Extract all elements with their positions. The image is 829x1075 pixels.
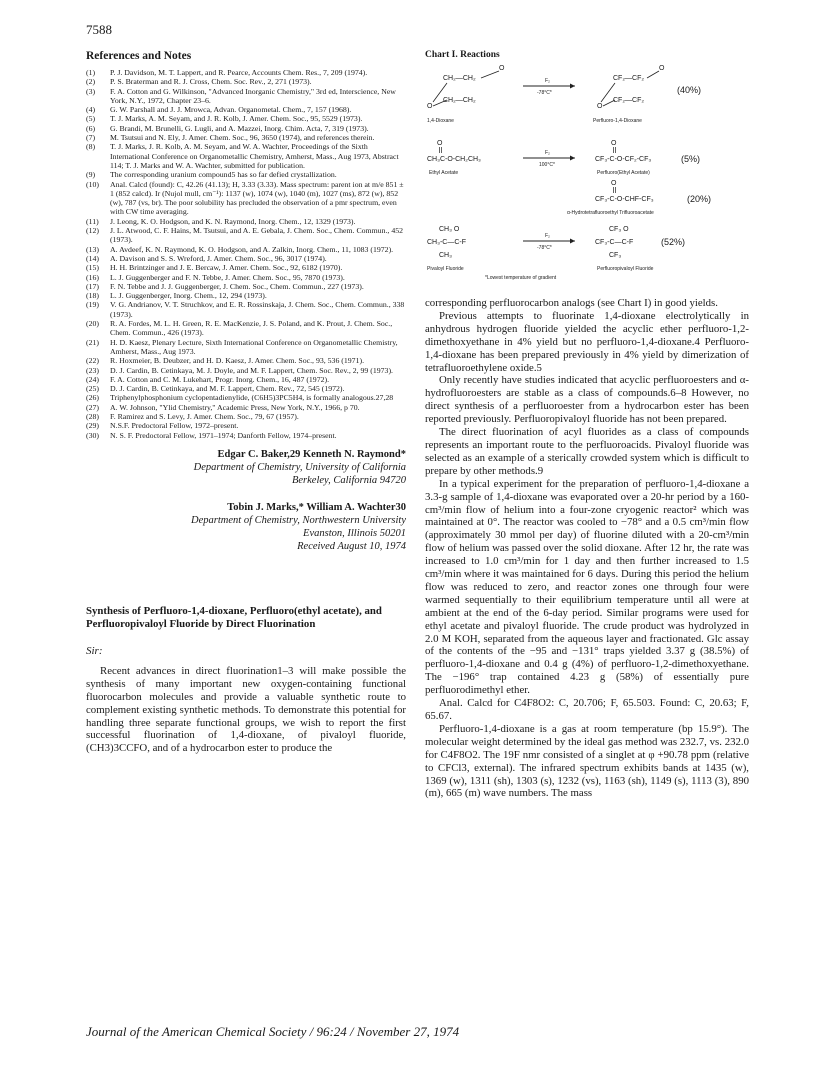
- references-list: [86, 68, 406, 440]
- product-bottom: CF₂—CF₂: [613, 97, 645, 104]
- reactant-top: CH₂—CH₂: [443, 75, 476, 82]
- reference-number: (23): [86, 365, 99, 375]
- reference-text: J. L. Atwood, C. F. Hains, M. Tsutsui, and A. E. Gebala, J. Chem. Soc., Chem. Commun., 452 (1973).: [110, 226, 404, 245]
- reference-number: (16): [86, 272, 99, 282]
- reactant-name: Pivaloyl Fluoride: [427, 266, 464, 272]
- reagent: F₂: [545, 78, 550, 84]
- body-paragraph: Previous attempts to fluorinate 1,4-dioxane electrolytically in anhydrous hydrogen fluoride yielded the acyclic ether perfluoro-1,2-dimethoxyethane in 4% yield but no perfluoro-1,4-dioxane.4 Perfluoro-1,4-dioxane has been prepared previously in 4% yield by dimerization of tetrafluoroethylene oxide.5: [425, 309, 749, 374]
- ring-o: O: [597, 103, 603, 110]
- reagent: F₂: [545, 233, 550, 239]
- reference-item: [86, 375, 406, 384]
- reference-text: L. J. Guggenberger and F. N. Tebbe, J. Amer. Chem. Soc., 95, 7870 (1973).: [110, 272, 345, 282]
- reference-number: (7): [86, 133, 96, 143]
- salutation: Sir:: [86, 644, 103, 657]
- reference-item: [86, 114, 406, 123]
- product: CF₃-C—C-F: [595, 239, 634, 246]
- product-name: Perfluoropivaloyl Fluoride: [597, 266, 654, 272]
- reference-text: Anal. Calcd (found): C, 42.26 (41.13); H, 3.33 (3.33). Mass spectrum: parent ion at m/e 851 ± 1 (852 calcd). Ir (Nujol mull, cm⁻¹): 1137 (w), 1074 (w), 1040 (m), 1027 (ms), 872 (w), 852 (w), 787 (vs, br). The poor solubility has precluded the observation of a pmr spectrum, even with CW time averaging.: [110, 179, 404, 217]
- author-names: Tobin J. Marks,* William A. Wachter30: [227, 501, 406, 513]
- carbonyl-o: O: [437, 140, 443, 147]
- analysis-paragraph: Anal. Calcd for C4F8O2: C, 20.706; F, 65.503. Found: C, 20.63; F, 65.67.: [425, 697, 749, 722]
- reference-text: R. Hoxmeier, B. Deubzer, and H. D. Kaesz, J. Amer. Chem. Soc., 93, 536 (1971).: [110, 356, 365, 366]
- reference-number: (17): [86, 281, 99, 291]
- reference-item: [86, 300, 406, 319]
- reference-item: [86, 384, 406, 393]
- reference-number: (5): [86, 114, 96, 124]
- reference-item: [86, 226, 406, 245]
- reference-number: (14): [86, 253, 99, 263]
- reference-item: [86, 133, 406, 142]
- reference-item: [86, 254, 406, 263]
- product-name: Perfluoro-1,4-Dioxane: [593, 118, 642, 124]
- reference-text: T. J. Marks, J. R. Kolb, A. M. Seyam, and W. A. Wachter, Proceedings of the Sixth International Conference on Organometallic Chemistry, Amherst, Mass., Aug 1973, Abstract 114; T. J. Marks and W. A. Wachter, submitted for publication.: [110, 142, 399, 170]
- carbonyl-o: O: [499, 65, 505, 72]
- body-paragraph: corresponding perfluorocarbon analogs (see Chart I) in good yields.: [425, 297, 718, 309]
- reference-text: L. J. Guggenberger, Inorg. Chem., 12, 294 (1973).: [110, 291, 267, 301]
- reference-item: [86, 170, 406, 179]
- reference-text: N. S. F. Predoctoral Fellow, 1971–1974; Danforth Fellow, 1974–present.: [110, 430, 337, 440]
- reference-item: [86, 142, 406, 170]
- reference-number: (8): [86, 142, 96, 152]
- chart-footnote: *Lowest temperature of gradient: [485, 275, 557, 280]
- reference-text: R. A. Fordes, M. L. H. Green, R. E. MacKenzie, J. S. Poland, and K. Prout, J. Chem. Soc., Chem. Commun., 426 (1973).: [110, 319, 393, 338]
- reference-number: (1): [86, 68, 96, 77]
- reference-item: [86, 366, 406, 375]
- reference-number: (30): [86, 430, 99, 440]
- body-paragraph: Perfluoro-1,4-dioxane is a gas at room temperature (bp 15.9°). The molecular weight determined by the ideal gas method was 232.7, vs. 232.0 for C4F8O2. The 19F nmr consisted of a singlet at φ +90.78 ppm (relative to CFCl3, external). The infrared spectrum exhibits bands at 1435 (w), 1369 (w), 1311 (sh), 1303 (s), 1232 (vs), 1163 (sh), 1149 (s), 1113 (3), 890 (m), 665 (m) wave numbers. The mass: [425, 722, 749, 800]
- condition: -78°C*: [537, 245, 552, 251]
- substituent-top: CF₃ O: [609, 226, 629, 233]
- reference-item: [86, 421, 406, 430]
- received-date: Received August 10, 1974: [297, 540, 406, 552]
- reference-number: (10): [86, 179, 99, 189]
- reference-text: D. J. Cardin, B. Cetinkaya, and M. F. Lappert, Chem. Rev., 72, 545 (1972).: [110, 384, 345, 394]
- reaction-scheme: [425, 62, 749, 280]
- reagent: F₂: [545, 150, 550, 156]
- reference-text: F. A. Cotton and G. Wilkinson, "Advanced Inorganic Chemistry," 3rd ed, Interscience, New York, N.Y., 1972, Chapter 23–6.: [110, 86, 396, 105]
- product: CF₃-C-O-CF₂-CF₃: [595, 156, 652, 163]
- reference-text: F. A. Cotton and C. M. Lukehart, Progr. Inorg. Chem., 16, 487 (1972).: [110, 374, 330, 384]
- yield: (40%): [677, 85, 702, 95]
- reference-number: (26): [86, 393, 99, 403]
- right-column: [425, 50, 749, 800]
- condition: -78°C*: [537, 90, 552, 96]
- reference-number: (13): [86, 244, 99, 254]
- reference-number: (15): [86, 263, 99, 273]
- reference-number: (2): [86, 77, 96, 87]
- author-location: Evanston, Illinois 50201: [303, 527, 406, 539]
- reference-text: P. J. Davidson, M. T. Lappert, and R. Pearce, Accounts Chem. Res., 7, 209 (1974).: [110, 68, 368, 77]
- reference-item: [86, 393, 406, 402]
- reference-number: (25): [86, 384, 99, 394]
- reference-number: (18): [86, 291, 99, 301]
- article-title: Synthesis of Perfluoro-1,4-dioxane, Perfluoro(ethyl acetate), and Perfluoropivaloyl Fluoride by Direct Fluorination: [86, 604, 382, 630]
- reference-number: (24): [86, 374, 99, 384]
- carbonyl-o: O: [611, 180, 617, 187]
- reference-text: V. G. Andrianov, V. T. Struchkov, and E. R. Rossinskaja, J. Chem. Soc., Chem. Commun., 338 (1973).: [110, 300, 405, 319]
- reference-number: (4): [86, 105, 96, 115]
- reference-text: H. D. Kaesz, Plenary Lecture, Sixth International Conference on Organometallic Chemistry, Amherst, Mass., Aug 1973.: [110, 337, 398, 356]
- condition: 100°C*: [539, 162, 555, 168]
- reference-text: A. Avdeef, K. N. Raymond, K. O. Hodgson, and A. Zalkin, Inorg. Chem., 11, 1083 (1972).: [110, 244, 394, 254]
- substituent-bottom: CF₃: [609, 252, 622, 259]
- side-product: CF₃-C-O-CHF-CF₃: [595, 196, 654, 203]
- reference-text: M. Tsutsui and N. Ely, J. Amer. Chem. Soc., 96, 3650 (1974), and references therein.: [110, 133, 375, 143]
- reference-item: [86, 124, 406, 133]
- page-number: 7588: [86, 22, 112, 37]
- reference-item: [86, 105, 406, 114]
- reference-item: [86, 77, 406, 86]
- reference-text: P. S. Braterman and R. J. Cross, Chem. Soc. Rev., 2, 271 (1973).: [110, 77, 312, 87]
- reference-item: [86, 412, 406, 421]
- reference-item: [86, 263, 406, 272]
- reactant: CH₃-C—C-F: [427, 239, 467, 246]
- reference-item: [86, 68, 406, 77]
- reference-text: T. J. Marks, A. M. Seyam, and J. R. Kolb, J. Amer. Chem. Soc., 95, 5529 (1973).: [110, 114, 363, 124]
- reference-number: (20): [86, 319, 99, 329]
- reference-text: J. Leong, K. O. Hodgson, and K. N. Raymond, Inorg. Chem., 12, 1329 (1973).: [110, 216, 356, 226]
- chart-title: Chart I. Reactions: [425, 50, 500, 60]
- left-column: [86, 50, 406, 755]
- reference-text: F. N. Tebbe and J. J. Guggenberger, J. Chem. Soc., Chem. Commun., 227 (1973).: [110, 281, 364, 291]
- body-paragraph: In a typical experiment for the preparation of perfluoro-1,4-dioxane a 3.3-g sample of 1,4-dioxane was evaporated over a 20-hr period by a 160-cm³/min flow of helium into a four-zone cryogenic reactor² which was maintained at 0°. The reactor was cooled to −78° and a 0.5 cm³/min flow (approximately 30 mmol per day) of fluorine diluted with a 20-cm³/min flow of helium was passed over the solid dioxane. After 12 hr, the rate was increased to 1.0 cm³/min for 1 day and then further increased to 1.5 cm³/min where it was maintained for 6 days. During this period the helium flow was reduced to zero, and reactor zones one through four were warmed sequentially to their equilibrium temperature until all were at ambient at the end of the 6-day period. Similar programs were used for ethyl acetate and pivaloyl fluoride. The crude product was hydrolyzed in 2.0 M KOH, separated from the aqueous layer and fractionated. Glc assay of the contents of the −95 and −131° traps yielded 3.37 g (38.5%) of perfluoro-1,4-dioxane and 0.4 g (4%) of perfluoro-1,2-dimethoxyethane. The −196° trap contained 4.23 g (58%) of essentially pure perfluorodimethyl ether.: [425, 477, 749, 697]
- reference-number: (27): [86, 402, 99, 412]
- reference-item: [86, 291, 406, 300]
- author-location: Berkeley, California 94720: [291, 474, 406, 486]
- ring-o: O: [427, 103, 433, 110]
- reference-text: G. W. Parshall and J. J. Mrowca, Advan. Organometal. Chem., 7, 157 (1968).: [110, 105, 352, 115]
- body-paragraph: Recent advances in direct fluorination1–3 will make possible the synthesis of many important new oxygen-containing functional fluorocarbon molecules and provide a valuable synthetic route to complement existing synthetic methods. To demonstrate this potential for handling three separate functional groups, we wish to report the first successful fluorination of 1,4-dioxane, of pivaloyl fluoride, (CH3)3CCFO, and of a hydrocarbon ester to produce the: [86, 664, 406, 755]
- reference-text: A. W. Johnson, "Ylid Chemistry," Academic Press, New York, N.Y., 1966, p 70.: [110, 402, 360, 412]
- reference-item: [86, 403, 406, 412]
- reference-number: (28): [86, 411, 99, 421]
- reactant-bottom: CH₂—CH₂: [443, 97, 476, 104]
- substituent-bottom: CH₃: [439, 252, 452, 259]
- body-paragraph: Only recently have studies indicated that acyclic perfluoroesters and α-hydrofluoroesters are stable as a class of compounds.6–8 However, no direct synthesis of a perfluoroester from a hydrocarbon ester has been reported previously. Perfluoropivaloyl fluoride has not been prepared.: [425, 374, 749, 426]
- body-paragraph: The direct fluorination of acyl fluorides as a class of compounds represents an important route to the perfluoroacids. Pivaloyl fluoride was selected as an example of a sterically crowded system which is difficult to prepare by other methods.9: [425, 426, 749, 477]
- reference-item: [86, 319, 406, 338]
- product-top: CF₂—CF₂: [613, 75, 645, 82]
- reference-text: F. Ramirez and S. Levy, J. Amer. Chem. Soc., 79, 67 (1957).: [110, 411, 299, 421]
- author-department: Department of Chemistry, Northwestern University: [191, 514, 406, 526]
- reference-item: [86, 356, 406, 365]
- reference-item: [86, 245, 406, 254]
- reference-item: [86, 273, 406, 282]
- reference-text: A. Davison and S. S. Wreford, J. Amer. Chem. Soc., 96, 3017 (1974).: [110, 253, 327, 263]
- reference-text: N.S.F. Predoctoral Fellow, 1972–present.: [110, 421, 239, 431]
- carbonyl-o: O: [611, 140, 617, 147]
- reference-number: (21): [86, 337, 99, 347]
- side-product-name: α-Hydrotetrafluoroethyl Trifluoroacetate: [567, 210, 654, 216]
- reference-number: (19): [86, 300, 99, 310]
- reference-text: D. J. Cardin, B. Cetinkaya, M. J. Doyle, and M. F. Lappert, Chem. Soc. Rev., 2, 99 (1973).: [110, 365, 393, 375]
- reference-number: (3): [86, 86, 96, 96]
- reference-text: G. Brandi, M. Brunelli, G. Lugli, and A. Mazzei, Inorg. Chim. Acta, 7, 319 (1973).: [110, 123, 369, 133]
- yield: (52%): [661, 237, 686, 247]
- substituent-top: CH₃ O: [439, 226, 460, 233]
- reference-number: (9): [86, 170, 96, 180]
- reference-item: [86, 180, 406, 217]
- reference-item: [86, 282, 406, 291]
- reference-item: [86, 87, 406, 106]
- reference-number: (11): [86, 216, 99, 226]
- yield: (20%): [687, 194, 712, 204]
- reference-text: H. H. Brintzinger and J. E. Bercaw, J. Amer. Chem. Soc., 92, 6182 (1970).: [110, 263, 343, 273]
- reference-text: The corresponding uranium compound5 has so far defied crystallization.: [110, 170, 337, 180]
- reactant: CH₃C-O-CH₂CH₃: [427, 156, 481, 163]
- reference-item: [86, 431, 406, 440]
- journal-footer: Journal of the American Chemical Society / 96:24 / November 27, 1974: [86, 1024, 460, 1039]
- reference-number: (22): [86, 356, 99, 366]
- reference-text: Triphenylphosphonium cyclopentadienylide, (C6H5)3PC5H4, is formally analogous.27,28: [110, 393, 394, 403]
- carbonyl-o: O: [659, 65, 665, 72]
- reactant-name: Ethyl Acetate: [429, 170, 459, 176]
- author-names: Edgar C. Baker,29 Kenneth N. Raymond*: [217, 448, 406, 460]
- author-department: Department of Chemistry, University of California: [193, 461, 406, 473]
- reference-item: [86, 217, 406, 226]
- reactant-name: 1,4-Dioxane: [427, 118, 454, 124]
- product-name: Perfluoro(Ethyl Acetate): [597, 170, 650, 176]
- reference-number: (29): [86, 421, 99, 431]
- yield: (5%): [681, 154, 701, 164]
- references-heading: References and Notes: [86, 50, 192, 62]
- author-block-1: [86, 448, 406, 553]
- reference-item: [86, 338, 406, 357]
- reference-number: (12): [86, 226, 99, 236]
- reference-number: (6): [86, 123, 96, 133]
